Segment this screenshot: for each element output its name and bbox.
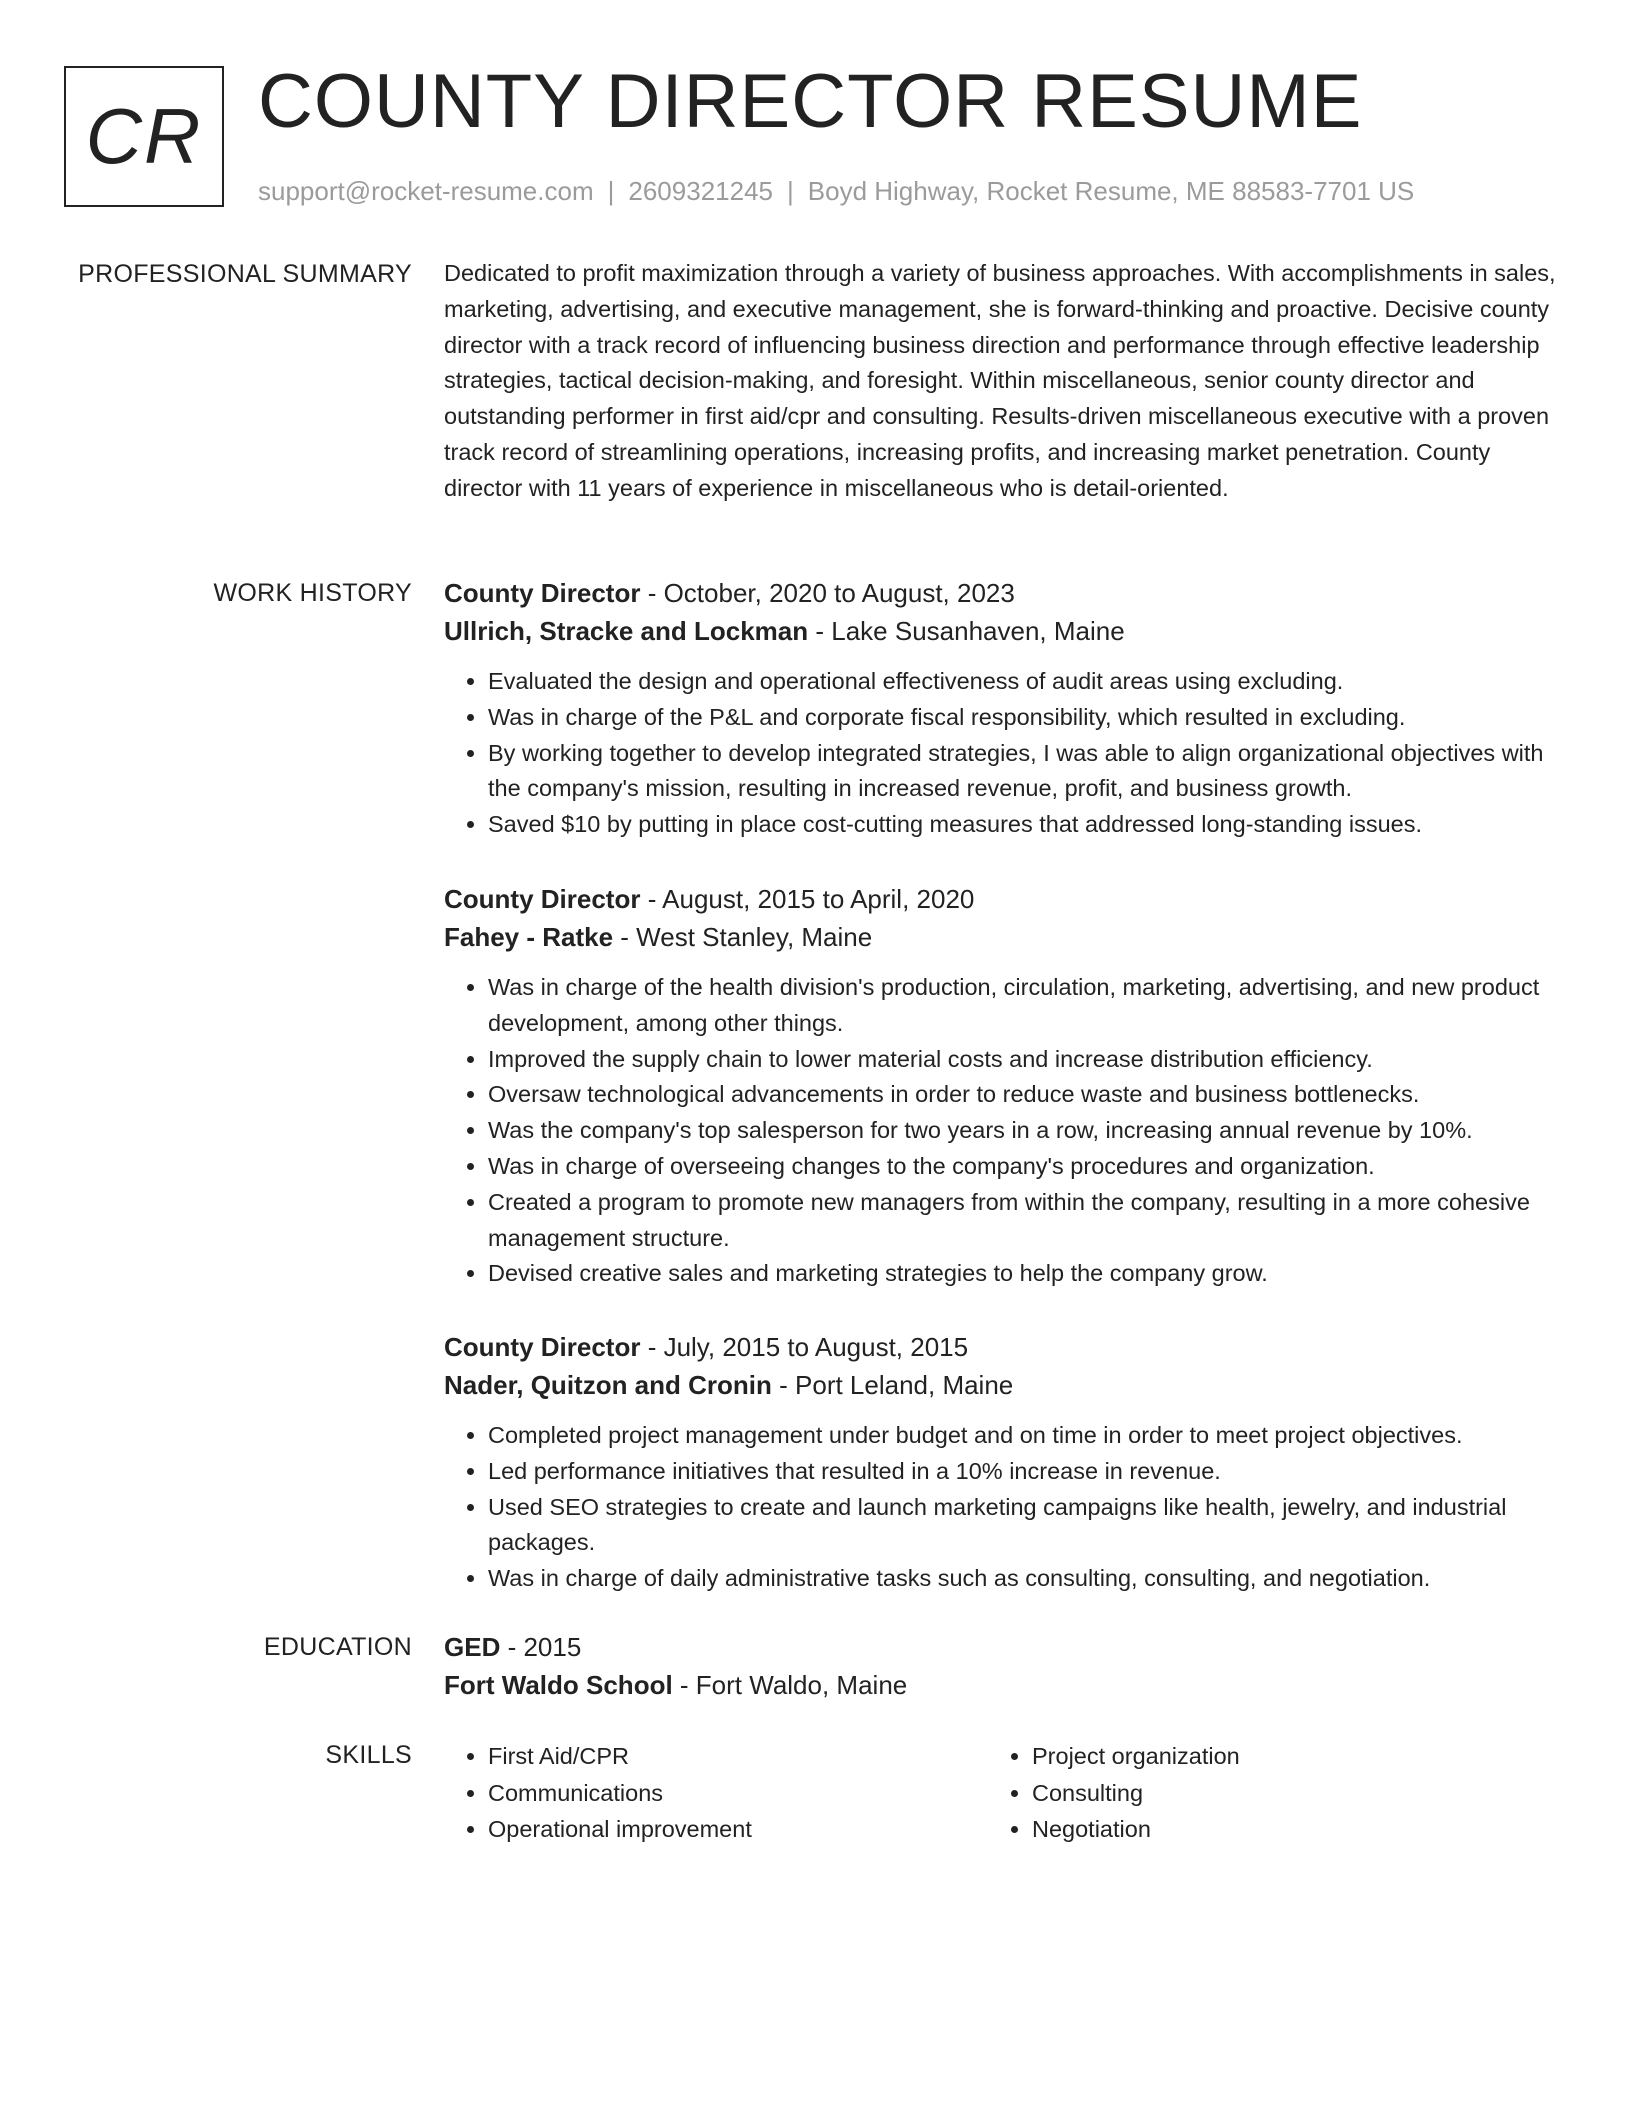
job-entry — [444, 1328, 1559, 1597]
job-title: County Director — [444, 578, 641, 608]
job-company: Nader, Quitzon and Cronin — [444, 1370, 772, 1400]
job-bullets — [444, 664, 1559, 843]
job-title: County Director — [444, 1332, 641, 1362]
job-location: - West Stanley, Maine — [613, 922, 873, 952]
job-bullets — [444, 970, 1559, 1292]
job-bullet: • Was in charge of overseeing changes to the company's procedures and organization. — [488, 1149, 1559, 1185]
job-bullet: • Led performance initiatives that resulted in a 10% increase in revenue. — [488, 1454, 1559, 1490]
education-school: Fort Waldo School — [444, 1670, 673, 1700]
job-title-line — [444, 574, 1559, 612]
contact-email: support@rocket-resume.com — [258, 176, 594, 206]
job-bullet: • Improved the supply chain to lower material costs and increase distribution efficiency. — [488, 1042, 1559, 1078]
education-location: - Fort Waldo, Maine — [672, 1670, 908, 1700]
job-bullet: • Evaluated the design and operational effectiveness of audit areas using excluding. — [488, 664, 1559, 700]
job-title-line — [444, 1328, 1559, 1366]
contact-address: Boyd Highway, Rocket Resume, ME 88583-7701 US — [807, 176, 1415, 206]
education-year: - 2015 — [500, 1632, 582, 1662]
job-bullet: • Was in charge of daily administrative tasks such as consulting, consulting, and negotiation. — [488, 1561, 1559, 1597]
contact-separator: | — [607, 176, 615, 206]
job-company-line — [444, 918, 1559, 956]
skills-column-1 — [444, 1738, 988, 1848]
job-location: - Port Leland, Maine — [771, 1370, 1014, 1400]
education-school-line — [444, 1666, 1559, 1704]
job-location: - Lake Susanhaven, Maine — [808, 616, 1125, 646]
summary-section — [444, 256, 1559, 507]
job-bullets — [444, 1418, 1559, 1597]
summary-text: Dedicated to profit maximization through a variety of business approaches. With accomplishments in sales, marketing, advertising, and executive management, she is forward-thinking and proactive. Decisive county director with a track record of influencing business direction and performance through effective leadership strategies, tactical decision-making, and foresight. Within miscellaneous, senior county director and outstanding performer in first aid/cpr and consulting. Results-driven miscellaneous executive with a proven track record of streamlining operations, increasing profits, and increasing market penetration. County director with 11 years of experience in miscellaneous who is detail-oriented. — [444, 260, 1556, 501]
job-title: County Director — [444, 884, 641, 914]
job-company: Fahey - Ratke — [444, 922, 614, 952]
job-title-line — [444, 880, 1559, 918]
skill-item: • First Aid/CPR — [488, 1738, 988, 1775]
skills-section — [444, 1738, 1559, 1848]
skill-item: • Consulting — [1032, 1775, 1532, 1812]
job-bullet: • Saved $10 by putting in place cost-cutting measures that addressed long-standing issues. — [488, 807, 1559, 843]
job-bullet: • Was in charge of the P&L and corporate fiscal responsibility, which resulted in excluding. — [488, 700, 1559, 736]
education-degree: GED — [444, 1632, 501, 1662]
skill-item: • Communications — [488, 1775, 988, 1812]
job-bullet: • Was the company's top salesperson for two years in a row, increasing annual revenue by 10%. — [488, 1113, 1559, 1149]
skill-item: • Project organization — [1032, 1738, 1532, 1775]
job-dates: - October, 2020 to August, 2023 — [640, 578, 1015, 608]
section-label-education: EDUCATION — [263, 1633, 412, 1661]
job-entry — [444, 574, 1559, 843]
monogram-initials: CR — [85, 92, 203, 180]
section-label-summary: PROFESSIONAL SUMMARY — [78, 260, 412, 288]
skill-item: • Operational improvement — [488, 1811, 988, 1848]
job-dates: - August, 2015 to April, 2020 — [640, 884, 975, 914]
job-entry — [444, 880, 1559, 1292]
monogram-box — [64, 66, 224, 207]
resume-title: COUNTY DIRECTOR RESUME — [258, 59, 1363, 144]
section-label-work: WORK HISTORY — [213, 579, 412, 607]
job-bullet: • Used SEO strategies to create and launch marketing campaigns like health, jewelry, and industrial packages. — [488, 1490, 1559, 1562]
job-company: Ullrich, Stracke and Lockman — [444, 616, 809, 646]
job-bullet: • Was in charge of the health division's production, circulation, marketing, advertising, and new product development, among other things. — [488, 970, 1559, 1042]
education-entry — [444, 1628, 1559, 1704]
education-degree-line — [444, 1628, 1559, 1666]
contact-line — [258, 174, 1414, 208]
job-dates: - July, 2015 to August, 2015 — [640, 1332, 969, 1362]
job-bullet: • By working together to develop integrated strategies, I was able to align organizational objectives with the company's mission, resulting in increased revenue, profit, and business growth. — [488, 736, 1559, 808]
section-label-skills: SKILLS — [325, 1741, 412, 1769]
job-bullet: • Completed project management under budget and on time in order to meet project objectives. — [488, 1418, 1559, 1454]
job-bullet: • Devised creative sales and marketing strategies to help the company grow. — [488, 1256, 1559, 1292]
job-company-line — [444, 612, 1559, 650]
job-bullet: • Oversaw technological advancements in order to reduce waste and business bottlenecks. — [488, 1077, 1559, 1113]
skills-column-2 — [988, 1738, 1532, 1848]
contact-separator: | — [787, 176, 794, 206]
skill-item: • Negotiation — [1032, 1811, 1532, 1848]
job-bullet: • Created a program to promote new managers from within the company, resulting in a more cohesive management structure. — [488, 1185, 1559, 1257]
job-company-line — [444, 1366, 1559, 1404]
contact-phone: 2609321245 — [628, 176, 773, 206]
